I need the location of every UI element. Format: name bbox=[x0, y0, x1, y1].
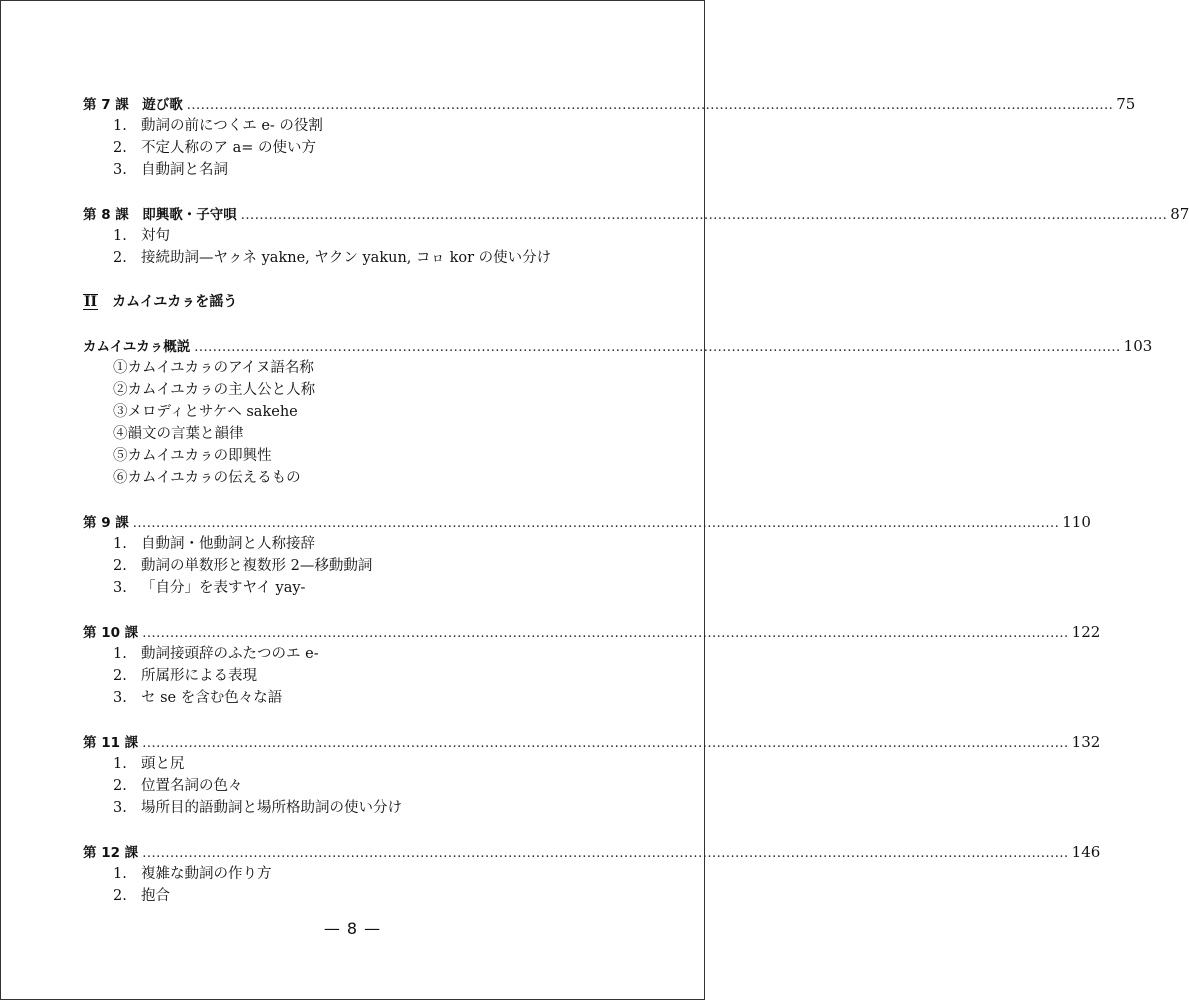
item-text: 動詞の前につくエ e- の役割 bbox=[141, 118, 323, 134]
section-title: カムイユカㇻを謡う bbox=[112, 294, 238, 310]
entry-title: 第 12 課 bbox=[83, 845, 139, 861]
entry-page: 122 bbox=[1071, 623, 1101, 641]
entry-page: 146 bbox=[1071, 843, 1101, 861]
item-text: 不定人称のア a= の使い方 bbox=[141, 140, 317, 156]
item-text: 自動詞と名詞 bbox=[141, 162, 228, 178]
item-number: 3. bbox=[113, 580, 127, 596]
item-number: 2. bbox=[113, 668, 127, 684]
list-item: ①カムイユカㇻのアイヌ語名称 bbox=[113, 360, 314, 376]
list-item bbox=[83, 885, 639, 907]
item-number: 2. bbox=[113, 888, 127, 904]
toc-entry-lesson-11[interactable] bbox=[83, 731, 1101, 753]
item-text: 頭と尻 bbox=[141, 756, 185, 772]
list-item bbox=[83, 753, 639, 775]
item-text: 「自分」を表すヤイ yay- bbox=[141, 580, 306, 596]
list-item bbox=[83, 137, 639, 159]
dot-leader: ........................................................................................................................................................................................................ bbox=[194, 340, 1121, 355]
toc-entry-lesson-9[interactable] bbox=[83, 511, 1091, 533]
dot-leader: ........................................................................................................................................................................................................ bbox=[142, 846, 1069, 861]
item-text: セ se を含む色々な語 bbox=[141, 690, 283, 706]
list-item bbox=[83, 863, 639, 885]
entry-title: 第 8 課 即興歌・子守唄 bbox=[83, 207, 237, 223]
list-item: ④韻文の言葉と韻律 bbox=[113, 426, 244, 442]
item-text: 位置名詞の色々 bbox=[141, 778, 243, 794]
toc-entry-overview[interactable] bbox=[83, 335, 1153, 357]
item-number: 2. bbox=[113, 778, 127, 794]
item-number: 2. bbox=[113, 558, 127, 574]
item-number: 1. bbox=[113, 756, 127, 772]
item-text: 接続助詞—ヤㇰネ yakne, ヤクン yakun, コㇿ kor の使い分け bbox=[141, 250, 552, 266]
list-item bbox=[83, 775, 639, 797]
item-text: 動詞接頭辞のふたつのエ e- bbox=[141, 646, 319, 662]
list-item bbox=[83, 115, 639, 137]
section-heading[interactable] bbox=[83, 291, 639, 313]
list-item bbox=[83, 577, 639, 599]
dot-leader: ........................................................................................................................................................................................................ bbox=[240, 208, 1168, 223]
toc-entry-lesson-8[interactable] bbox=[83, 203, 1189, 225]
page-number: — 8 — bbox=[323, 919, 382, 938]
list-item bbox=[83, 665, 639, 687]
item-number: 1. bbox=[113, 866, 127, 882]
entry-page: 75 bbox=[1116, 95, 1136, 113]
section-number: II bbox=[84, 294, 98, 310]
dot-leader: ........................................................................................................................................................................................................ bbox=[132, 516, 1060, 531]
list-item: ⑤カムイユカㇻの即興性 bbox=[113, 448, 272, 464]
item-text: 抱合 bbox=[141, 888, 170, 904]
dot-leader: ........................................................................................................................................................................................................ bbox=[186, 98, 1114, 113]
item-text: 動詞の単数形と複数形 2—移動動詞 bbox=[141, 558, 373, 574]
item-number: 2. bbox=[113, 140, 127, 156]
entry-page: 110 bbox=[1062, 513, 1091, 531]
item-number: 3. bbox=[113, 800, 127, 816]
table-of-contents bbox=[83, 93, 1189, 907]
item-number: 3. bbox=[113, 690, 127, 706]
list-item bbox=[83, 247, 639, 269]
list-item: ③メロディとサケヘ sakehe bbox=[113, 404, 298, 420]
list-item bbox=[83, 555, 639, 577]
entry-page: 87 bbox=[1170, 205, 1189, 223]
dot-leader: ........................................................................................................................................................................................................ bbox=[142, 736, 1069, 751]
item-text: 複雑な動詞の作り方 bbox=[141, 866, 272, 882]
entry-title: 第 9 課 bbox=[83, 515, 129, 531]
item-text: 場所目的語動詞と場所格助詞の使い分け bbox=[141, 800, 402, 816]
entry-title: 第 7 課 遊び歌 bbox=[83, 97, 183, 113]
entry-page: 103 bbox=[1123, 337, 1153, 355]
toc-entry-lesson-12[interactable] bbox=[83, 841, 1101, 863]
item-number: 1. bbox=[113, 536, 127, 552]
item-number: 1. bbox=[113, 646, 127, 662]
item-number: 1. bbox=[113, 228, 127, 244]
item-text: 所属形による表現 bbox=[141, 668, 257, 684]
item-number: 2. bbox=[113, 250, 127, 266]
entry-title: 第 11 課 bbox=[83, 735, 139, 751]
list-item bbox=[83, 225, 639, 247]
dot-leader: ........................................................................................................................................................................................................ bbox=[142, 626, 1069, 641]
toc-entry-lesson-7[interactable] bbox=[83, 93, 1136, 115]
list-item bbox=[83, 687, 639, 709]
item-text: 自動詞・他動詞と人称接辞 bbox=[141, 536, 315, 552]
list-item bbox=[83, 643, 639, 665]
list-item bbox=[83, 533, 639, 555]
list-item: ②カムイユカㇻの主人公と人称 bbox=[113, 382, 316, 398]
list-item bbox=[83, 159, 639, 181]
entry-page: 132 bbox=[1071, 733, 1101, 751]
entry-title: カムイユカㇻ概説 bbox=[83, 339, 191, 355]
list-item: ⑥カムイユカㇻの伝えるもの bbox=[113, 470, 301, 486]
toc-entry-lesson-10[interactable] bbox=[83, 621, 1101, 643]
item-number: 3. bbox=[113, 162, 127, 178]
list-item bbox=[83, 797, 639, 819]
entry-title: 第 10 課 bbox=[83, 625, 139, 641]
item-text: 対句 bbox=[141, 228, 170, 244]
item-number: 1. bbox=[113, 118, 127, 134]
